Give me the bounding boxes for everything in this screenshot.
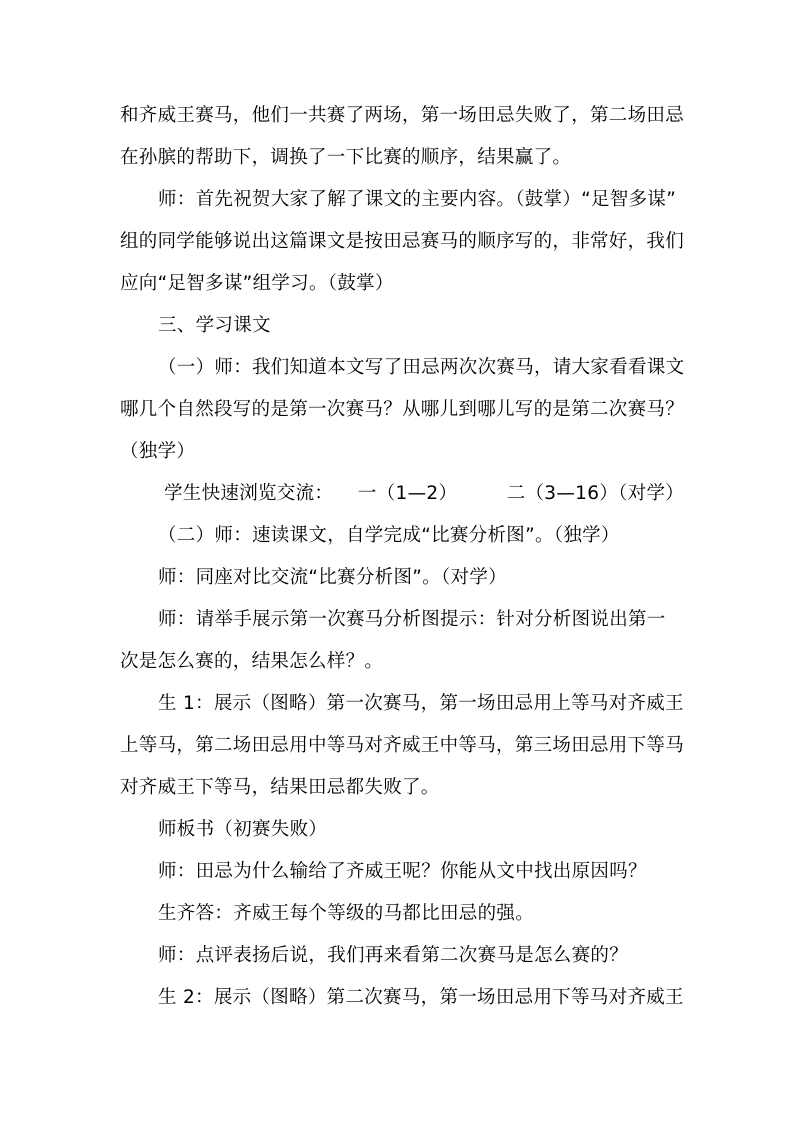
paragraph-line: 师：首先祝贺大家了解了课文的主要内容。（鼓掌）“足智多谋”: [158, 189, 677, 210]
paragraph-line: 生 1：展示（图略）第一次赛马，第一场田忌用上等马对齐威王: [158, 693, 684, 714]
paragraph-line: 对齐威王下等马，结果田忌都失败了。: [120, 777, 440, 798]
paragraph-line: 和齐威王赛马，他们一共赛了两场，第一场田忌失败了，第二场田忌: [120, 105, 685, 126]
paragraph-line: 上等马，第二场田忌用中等马对齐威王中等马，第三场田忌用下等马: [120, 735, 685, 756]
paragraph-line: 应向“足智多谋”组学习。（鼓掌）: [120, 273, 394, 294]
paragraph-line: 生齐答：齐威王每个等级的马都比田忌的强。: [158, 903, 535, 924]
paragraph-line: 师：田忌为什么输给了齐威王呢？你能从文中找出原因吗？: [158, 861, 647, 882]
paragraph-line: 师板书（初赛失败）: [158, 819, 328, 840]
paragraph-line: 哪几个自然段写的是第一次赛马？从哪儿到哪儿写的是第二次赛马？: [120, 399, 685, 420]
paragraph-line: 次是怎么赛的，结果怎么样？。: [120, 651, 384, 672]
paragraph-line: （一）师：我们知道本文写了田忌两次次赛马，请大家看看课文: [158, 357, 685, 378]
paragraph-line: 生 2：展示（图略）第二次赛马，第一场田忌用下等马对齐威王: [158, 987, 684, 1008]
section-heading: 三、学习课文: [158, 315, 271, 336]
paragraph-line: 学生快速浏览交流： 一（1—2） 二（3—16）（对学）: [164, 483, 685, 504]
paragraph-line: 师：请举手展示第一次赛马分析图提示：针对分析图说出第一: [158, 609, 666, 630]
paragraph-line: （二）师：速读课文，自学完成“比赛分析图”。（独学）: [158, 525, 620, 546]
paragraph-line: （独学）: [120, 441, 196, 462]
paragraph-line: 师：同座对比交流“比赛分析图”。（对学）: [158, 567, 507, 588]
paragraph-line: 在孙膑的帮助下，调换了一下比赛的顺序，结果赢了。: [120, 147, 572, 168]
paragraph-line: 师：点评表扬后说，我们再来看第二次赛马是怎么赛的？: [158, 945, 629, 966]
paragraph-line: 组的同学能够说出这篇课文是按田忌赛马的顺序写的，非常好，我们: [120, 231, 685, 252]
